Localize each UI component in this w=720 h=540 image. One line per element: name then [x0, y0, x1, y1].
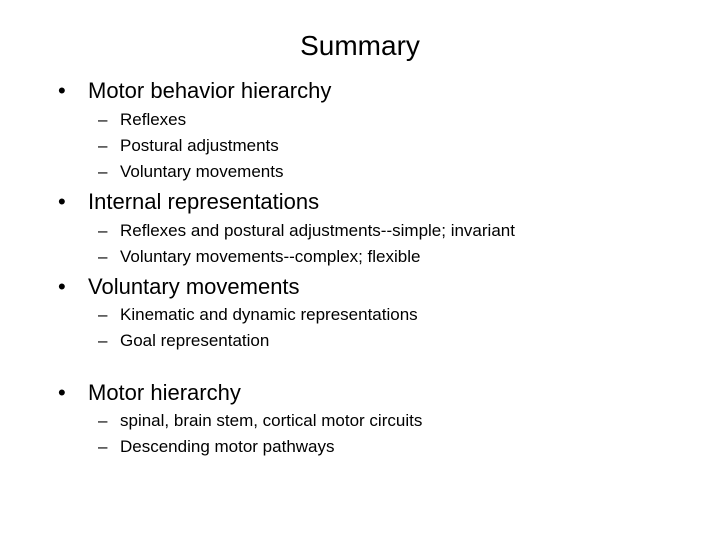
- bullet-motor-behavior-hierarchy: [58, 78, 331, 104]
- sub-item: [98, 220, 515, 242]
- sub-item: [98, 304, 418, 326]
- sub-item-text: Goal representation: [120, 331, 270, 350]
- bullet-icon: •: [58, 274, 66, 299]
- bullet-icon: •: [58, 189, 66, 214]
- bullet-motor-hierarchy: [58, 380, 241, 406]
- sub-item: [98, 161, 283, 183]
- bullet-text: Internal representations: [88, 189, 320, 214]
- sub-item-text: Reflexes and postural adjustments--simple; invariant: [120, 221, 515, 240]
- sub-item: [98, 246, 420, 268]
- sub-item: [98, 109, 186, 131]
- sub-item-text: Kinematic and dynamic representations: [120, 305, 418, 324]
- sub-item-text: Descending motor pathways: [120, 437, 335, 456]
- bullet-text: Voluntary movements: [88, 274, 300, 299]
- bullet-text: Motor hierarchy: [88, 380, 241, 405]
- dash-icon: –: [98, 305, 108, 324]
- sub-item: [98, 135, 279, 157]
- sub-item-text: Voluntary movements--complex; flexible: [120, 247, 421, 266]
- dash-icon: –: [98, 247, 108, 266]
- dash-icon: –: [98, 162, 108, 181]
- bullet-text: Motor behavior hierarchy: [88, 78, 332, 103]
- sub-item: [98, 410, 422, 432]
- bullet-icon: •: [58, 380, 66, 405]
- sub-item: [98, 436, 335, 458]
- bullet-internal-representations: [58, 189, 319, 215]
- sub-item-text: Postural adjustments: [120, 136, 279, 155]
- dash-icon: –: [98, 331, 108, 350]
- dash-icon: –: [98, 437, 108, 456]
- dash-icon: –: [98, 411, 108, 430]
- bullet-icon: •: [58, 78, 66, 103]
- sub-item-text: Reflexes: [120, 110, 187, 129]
- sub-item-text: Voluntary movements: [120, 162, 284, 181]
- dash-icon: –: [98, 221, 108, 240]
- sub-item: [98, 330, 269, 352]
- bullet-voluntary-movements: [58, 274, 300, 300]
- dash-icon: –: [98, 110, 108, 129]
- slide-title: Summary: [300, 30, 420, 61]
- dash-icon: –: [98, 136, 108, 155]
- sub-item-text: spinal, brain stem, cortical motor circuits: [120, 411, 423, 430]
